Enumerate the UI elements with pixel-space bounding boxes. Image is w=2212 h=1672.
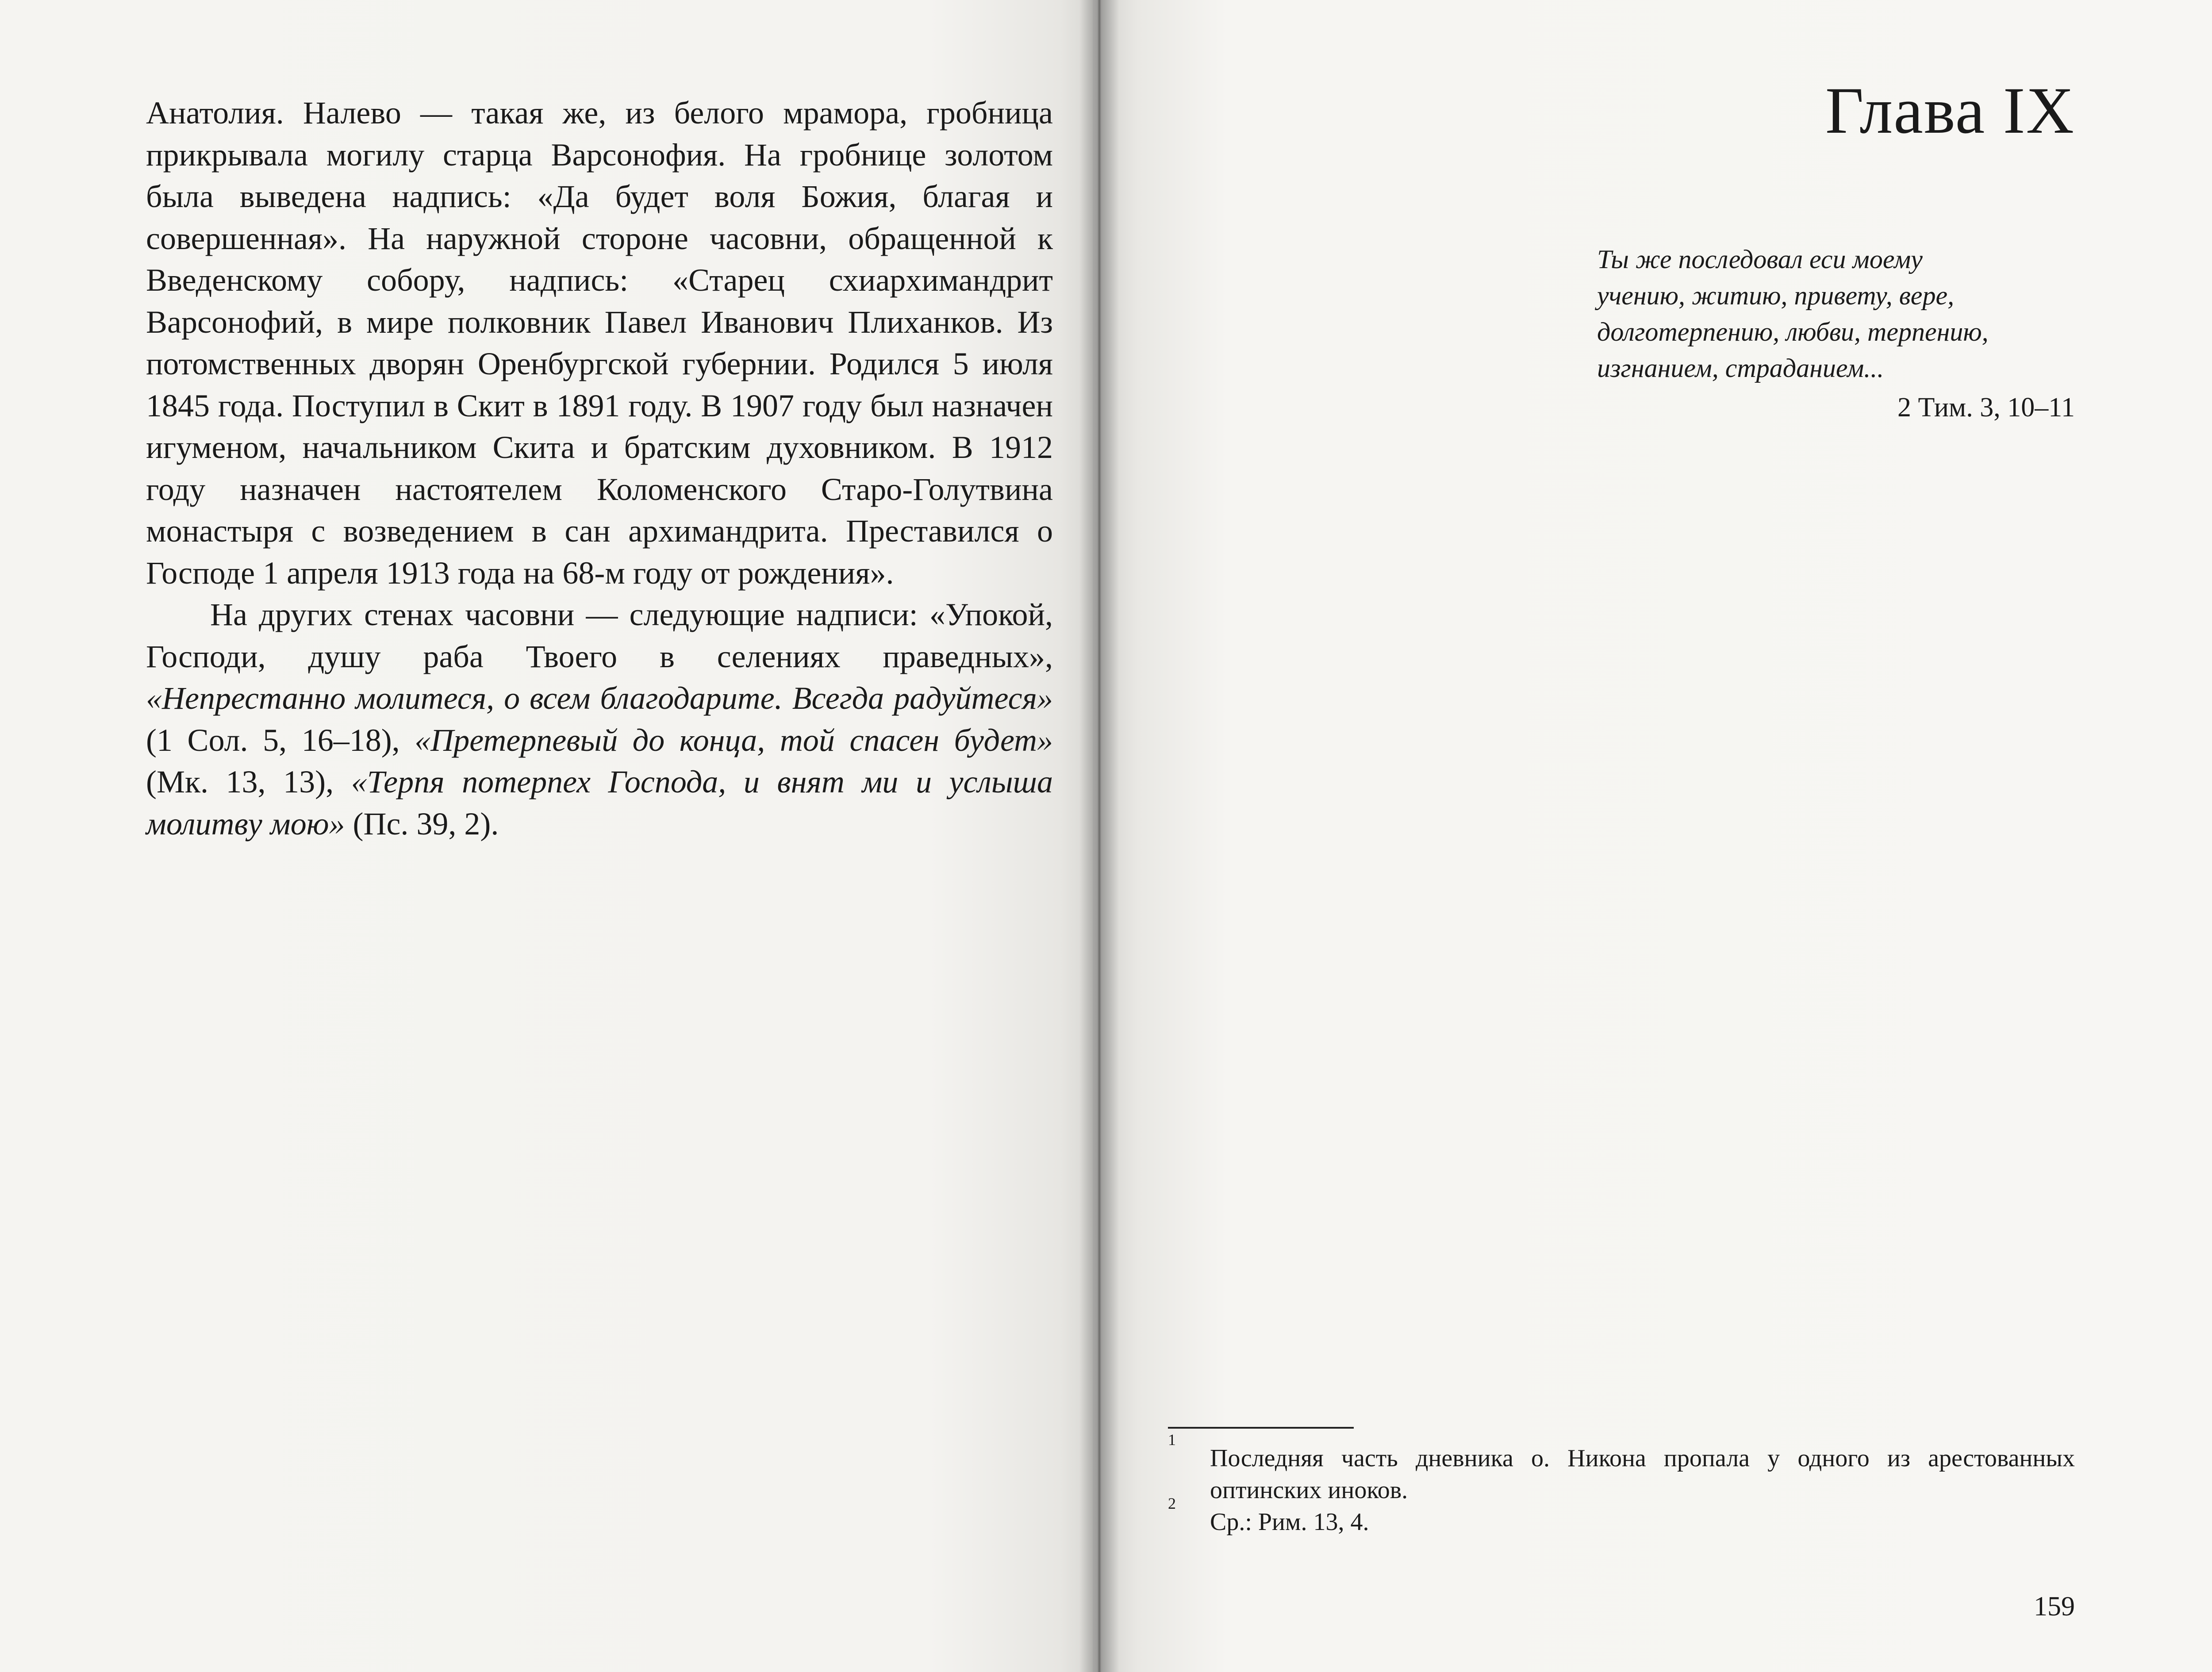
footnotes [1168, 1431, 2075, 1538]
left-page-body [146, 92, 1053, 845]
left-paragraph-2 [146, 594, 1053, 845]
epigraph-line: изгнанием, страданием... [1597, 354, 1884, 383]
left-page [0, 0, 1093, 1672]
epigraph-line: учению, житию, привету, вере, [1597, 281, 1955, 310]
book-gutter [1079, 0, 1119, 1672]
epigraph [1597, 241, 2212, 386]
page-number: 159 [2034, 1591, 2075, 1622]
epigraph-source: 2 Тим. 3, 10–11 [1897, 392, 2075, 423]
chapter-title: Глава IX [1825, 74, 2075, 147]
footnote-1: 1 Последняя часть дневника о. Никона пропала у одного из арестованных оптинских иноков. [1168, 1431, 2075, 1504]
footnote-2: 2 Ср.: Рим. 13, 4. [1168, 1495, 1369, 1536]
left-p2-text-4: (Пс. 39, 2). [345, 806, 499, 842]
epigraph-line: долготерпению, любви, терпению, [1597, 317, 1989, 346]
footnote-text: Последняя часть дневника о. Никона пропала у одного из арестованных оптинских иноков. [1210, 1445, 2075, 1504]
left-p2-quote-1: «Непрестанно молитеся, о всем благодарите. Всегда радуйтеся» [146, 680, 1053, 716]
epigraph-line: Ты же последовал еси моему [1597, 245, 1923, 274]
left-p2-text-1: На других стенах часовни — следующие надписи: «Упокой, Господи, душу раба Твоего в селениях праведных», [146, 597, 1053, 674]
left-p2-text-2: (1 Сол. 5, 16–18), [146, 722, 415, 758]
left-paragraph-1: Анатолия. Налево — такая же, из белого мрамора, гробница прикрывала могилу старца Варсонофия. На гробнице золотом была выведена надпись: «Да будет воля Божия, благая и совершенная». На наружной стороне часовни, обращенной к Введенскому собору, надпись: «Старец схиархимандрит Варсонофий, в мире полковник Павел Иванович Плиханков. Из потомственных дворян Оренбургской губернии. Родился 5 июля 1845 года. Поступил в Скит в 1891 году. В 1907 году был назначен игуменом, начальником Скита и братским духовником. В 1912 году назначен настоятелем Коломенского Старо-Голутвина монастыря с возведением в сан архимандрита. Преставился о Господе 1 апреля 1913 года на 68-м году от рождения». [146, 95, 1053, 591]
left-p2-quote-2: «Претерпевый до конца, той спасен будет» [415, 722, 1053, 758]
right-page [1093, 0, 2212, 1672]
footnote-divider [1168, 1427, 1354, 1429]
left-p2-text-3: (Мк. 13, 13), [146, 764, 351, 799]
footnote-text: Ср.: Рим. 13, 4. [1210, 1508, 1369, 1536]
left-p2-quote-3: «Терпя потерпех Господа, и внят ми и услыша молитву мою» [146, 764, 1053, 842]
